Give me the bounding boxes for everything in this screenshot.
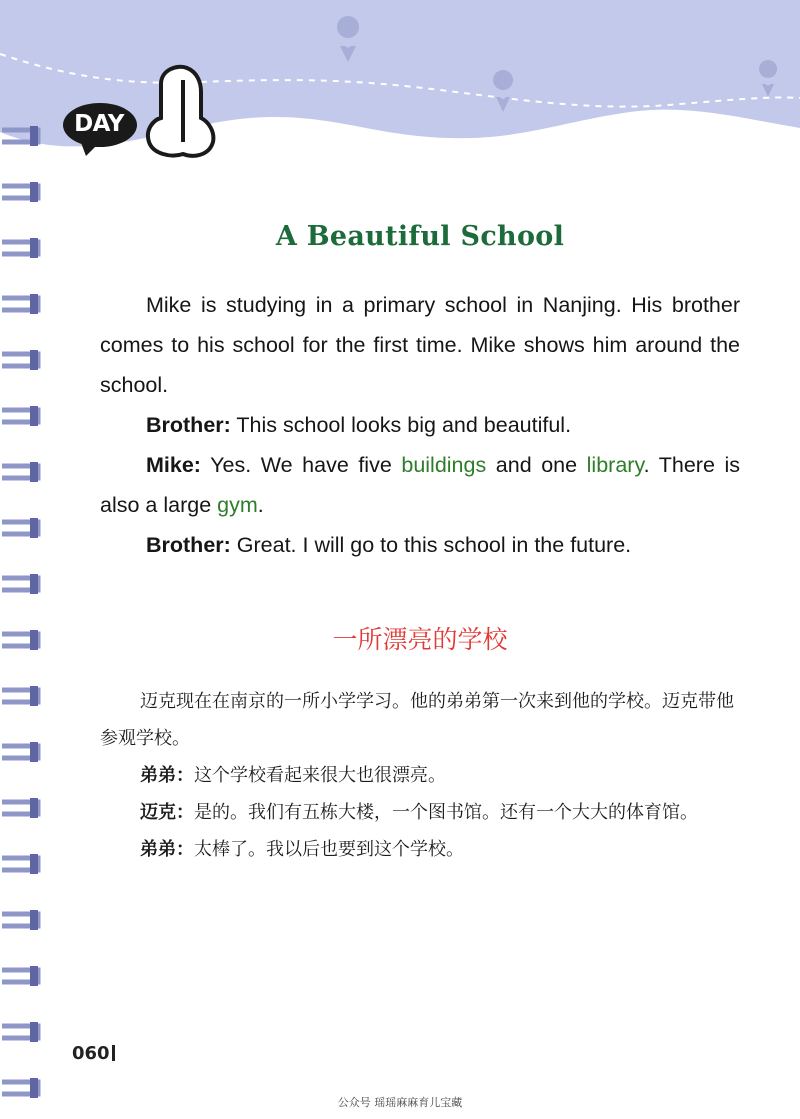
vocab-word: gym [217,493,258,517]
story-body-en [100,285,740,565]
dialogue-text: . [257,493,264,517]
speaker-label: Brother: [146,413,231,437]
binding-rings [2,130,38,1094]
day-label: DAY [74,111,124,137]
day-number-graphic [143,62,221,162]
dialogue-text: This school looks big and beautiful. [230,413,572,437]
story-title-en: A Beautiful School [275,221,565,252]
dialogue-line-zh [100,831,740,868]
dialogue-text: . There is also a large [100,453,740,517]
speaker-label: 弟弟： [140,765,194,786]
dialogue-line-zh [100,757,740,794]
footer-watermark: 公众号 瑶瑶麻麻育儿宝藏 [337,1096,463,1109]
dialogue-line-en [100,405,740,445]
vocab-word: library [586,453,644,477]
page-number-text: 060 [72,1043,110,1064]
story-body-zh [100,683,740,868]
dialogue-text: Great. I will go to this school in the future. [230,533,632,557]
dialogue-text: and one [486,453,587,477]
speaker-label: 弟弟： [140,839,194,860]
dialogue-text: 这个学校看起来很大也很漂亮。 [194,765,446,786]
page-number-bar [112,1045,115,1061]
dialogue-text: 太棒了。我以后也要到这个学校。 [194,839,464,860]
speaker-label: Brother: [146,533,231,557]
spiral-binding [0,120,52,1110]
story-paragraph-en: Mike is studying in a primary school in Nanjing. His brother comes to his school for the first time. Mike shows him around the school. [100,293,740,397]
dialogue-line-en [100,445,740,525]
speaker-label: Mike: [146,453,201,477]
dialogue-text: Yes. We have five [200,453,402,477]
day-badge [60,100,142,158]
story-title-zh: 一所漂亮的学校 [332,625,508,654]
dialogue-line-zh [100,794,740,831]
page-number [72,1043,115,1064]
speaker-label: 迈克： [140,802,194,823]
dialogue-line-en [100,525,740,565]
dialogue-text: 是的。我们有五栋大楼，一个图书馆。还有一个大大的体育馆。 [194,802,698,823]
vocab-word: buildings [401,453,487,477]
story-paragraph-zh: 迈克现在在南京的一所小学学习。他的弟弟第一次来到他的学校。迈克带他参观学校。 [100,691,734,749]
digit-one-icon [143,62,221,162]
